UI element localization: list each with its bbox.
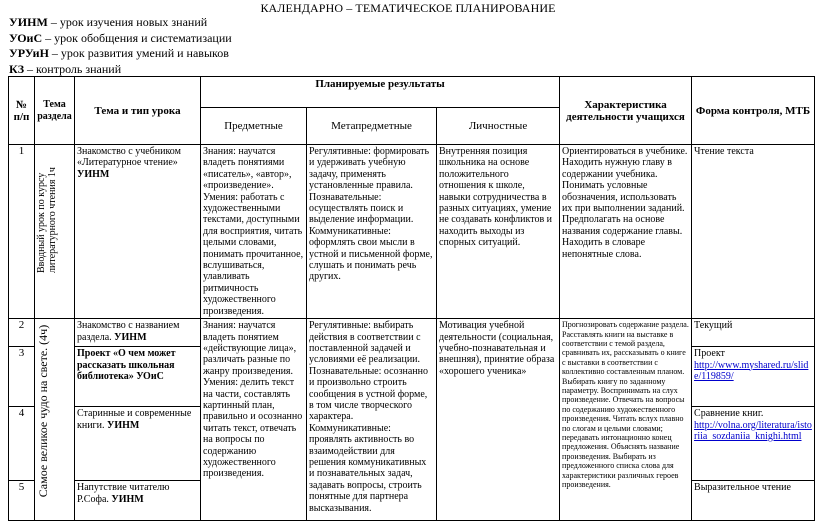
activity-cell: Ориентироваться в учебнике. Находить нужную главу в содержании учебника. Понимать условные обозначения, использовать их при выполнении заданий. Предполагать на основе названия содержание главы. Находить в словаре непонятные слова. bbox=[560, 145, 692, 319]
personal-cell: Мотивация учебной деятельности (социальная, учебно-познавательная и внешняя), принятие образа «хорошего ученика» bbox=[437, 319, 560, 521]
control-cell: Текущий bbox=[692, 319, 815, 347]
activity-cell: Прогнозировать содержание раздела. Расставлять книги на выставке в соответствии с темой раздела, сравнивать их, рассказывать о книге с выставки в соответствии с коллективно составленным планом. Выбирать книгу по заданному параметру. Воспринимать на слух произведение. Отвечать на вопросы по содержанию художественного произведения. Читать вслух плавно по слогам и целыми словами; передавать интонационно конец предложения. Объяснять название произведения. Выбирать из предложенного списка слова для характеристики различных героев произведения. bbox=[560, 319, 692, 521]
meta-cell: Регулятивные: формировать и удерживать учебную задачу, применять установленные правила. Познавательные: осуществлять поиск и выделение информации. Коммуникативные: оформлять свои мысли в устной и письменной форме, слушать и понимать речь других. bbox=[307, 145, 437, 319]
control-cell: Чтение текста bbox=[692, 145, 815, 319]
table-row bbox=[9, 319, 815, 347]
header-topic: Тема и тип урока bbox=[75, 77, 201, 145]
planning-table bbox=[8, 76, 815, 521]
section-cell bbox=[35, 145, 75, 319]
row-num: 2 bbox=[9, 319, 35, 347]
topic-cell: Старинные и современные книги. УИНМ bbox=[75, 407, 201, 481]
header-section: Тема раздела bbox=[35, 77, 75, 145]
legend-item: УРУиН – урок развития умений и навыков bbox=[9, 46, 229, 61]
subject-cell: Знания: научатся владеть понятиями «писатель», «автор», «произведение». Умения: работать с художественными текстами, доступными для восприятия, читать целыми словами, понимать прочитанное, вслушиваться, улавливать ритмичность художественного произведения. bbox=[201, 145, 307, 319]
header-num: № п/п bbox=[9, 77, 35, 145]
control-cell: Сравнение книг. http://volna.org/literatura/istoriia_sozdaniia_knighi.html bbox=[692, 407, 815, 481]
row-num: 4 bbox=[9, 407, 35, 481]
topic-cell: Знакомство с учебником «Литературное чтение» УИНМ bbox=[75, 145, 201, 319]
control-cell: Выразительное чтение bbox=[692, 481, 815, 521]
header-activity: Характеристика деятельности учащихся bbox=[560, 77, 692, 145]
control-cell: Проект http://www.myshared.ru/slide/119859/ bbox=[692, 347, 815, 407]
row-num: 5 bbox=[9, 481, 35, 521]
section-label: Вводный урок по курсу литературного чтения 1ч bbox=[36, 167, 58, 273]
personal-cell: Внутренняя позиция школьника на основе положительного отношения к школе, навыки сотрудничества в разных ситуациях, умение не создавать конфликтов и находить выходы из спорных ситуаций. bbox=[437, 145, 560, 319]
meta-cell: Регулятивные: выбирать действия в соответствии с поставленной задачей и условиями её реализации. Познавательные: осознанно и произвольно строить сообщения в устной форме, в том числе творческого характера. Коммуникативные: проявлять активность во взаимодействии для решения коммуникативных и познавательных задач, задавать вопросы, строить понятные для партнера высказывания. bbox=[307, 319, 437, 521]
legend-item: КЗ – контроль знаний bbox=[9, 61, 122, 76]
table-row bbox=[9, 145, 815, 319]
header-meta: Метапредметные bbox=[307, 108, 437, 145]
section-label: Самое великое чудо на свете. (4ч) bbox=[36, 324, 50, 498]
legend-item: УИНМ – урок изучения новых знаний bbox=[9, 15, 208, 29]
page-title: КАЛЕНДАРНО – ТЕМАТИЧЕСКОЕ ПЛАНИРОВАНИЕ bbox=[260, 1, 556, 15]
header-personal: Личностные bbox=[437, 108, 560, 145]
topic-cell: Проект «О чем может рассказать школьная библиотека» УОиС bbox=[75, 347, 201, 407]
row-num: 1 bbox=[9, 145, 35, 319]
section-cell bbox=[35, 319, 75, 521]
books-link[interactable]: http://volna.org/literatura/istoriia_sozdaniia_knighi.html bbox=[694, 419, 812, 442]
subject-cell: Знания: научатся владеть понятием «действующие лица», различать разные по жанру произведения. Умения: делить текст на части, составлять картинный план, правильно и осознанно читать текст, отвечать на вопросы по содержанию художественного произведения. bbox=[201, 319, 307, 521]
header-subject: Предметные bbox=[201, 108, 307, 145]
topic-cell: Знакомство с названием раздела. УИНМ bbox=[75, 319, 201, 347]
legend-item: УОиС – урок обобщения и систематизации bbox=[9, 30, 232, 45]
legend bbox=[9, 15, 232, 77]
header-control: Форма контроля, МТБ bbox=[692, 77, 815, 145]
header-results: Планируемые результаты bbox=[201, 77, 560, 108]
project-link[interactable]: http://www.myshared.ru/slide/119859/ bbox=[694, 359, 809, 382]
row-num: 3 bbox=[9, 347, 35, 407]
topic-cell: Напутствие читателю Р.Софа. УИНМ bbox=[75, 481, 201, 521]
